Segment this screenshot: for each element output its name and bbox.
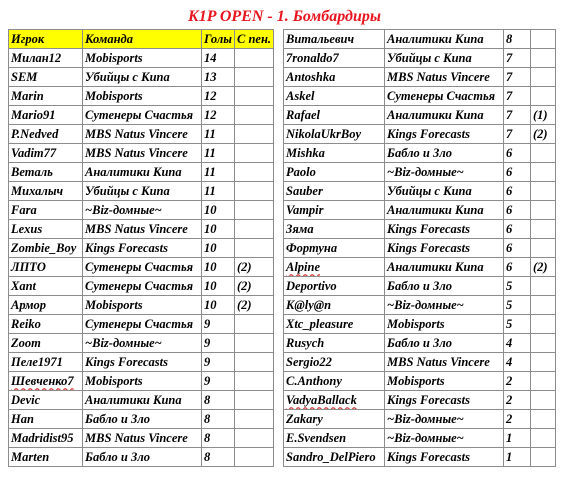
cell-penalties <box>235 372 274 391</box>
cell-team: Бабло и Зло <box>385 144 504 163</box>
cell-penalties <box>531 182 556 201</box>
cell-penalties <box>531 391 556 410</box>
cell-team: Kings Forecasts <box>83 239 202 258</box>
table-row <box>284 334 556 353</box>
cell-penalties <box>531 220 556 239</box>
cell-goals: 13 <box>202 68 235 87</box>
cell-penalties <box>531 68 556 87</box>
cell-goals: 7 <box>504 87 531 106</box>
table-row <box>9 125 274 144</box>
cell-goals: 8 <box>202 391 235 410</box>
cell-penalties <box>235 391 274 410</box>
cell-goals: 11 <box>202 163 235 182</box>
cell-team: Аналитики Кипа <box>385 258 504 277</box>
cell-team: Бабло и Зло <box>385 334 504 353</box>
cell-penalties <box>531 315 556 334</box>
cell-team: Убийцы с Кипа <box>385 49 504 68</box>
cell-player: Zakary <box>284 410 385 429</box>
cell-penalties <box>531 87 556 106</box>
cell-team: ~Biz-домные~ <box>385 296 504 315</box>
table-row <box>284 410 556 429</box>
table-row <box>9 163 274 182</box>
cell-player: 7ronaldo7 <box>284 49 385 68</box>
cell-player: SEM <box>9 68 83 87</box>
cell-penalties <box>531 353 556 372</box>
cell-penalties: (2) <box>531 125 556 144</box>
cell-team: Kings Forecasts <box>385 239 504 258</box>
table-row <box>284 182 556 201</box>
table-row <box>9 201 274 220</box>
cell-player: Фортуна <box>284 239 385 258</box>
scorers-table-left <box>8 29 274 467</box>
cell-goals: 5 <box>504 277 531 296</box>
cell-penalties <box>235 410 274 429</box>
table-row <box>9 448 274 467</box>
cell-team: Сутенеры Счастья <box>83 106 202 125</box>
table-row <box>284 277 556 296</box>
table-row <box>9 391 274 410</box>
cell-goals: 10 <box>202 296 235 315</box>
cell-player: Витальевич <box>284 30 385 49</box>
cell-goals: 6 <box>504 220 531 239</box>
cell-player: Lexus <box>9 220 83 239</box>
cell-player: Пеле1971 <box>9 353 83 372</box>
cell-player: Zombie_Boy <box>9 239 83 258</box>
cell-penalties <box>235 68 274 87</box>
header-goals: Голы <box>202 30 235 49</box>
table-row <box>9 182 274 201</box>
table-row <box>9 296 274 315</box>
table-row <box>284 201 556 220</box>
cell-penalties <box>235 334 274 353</box>
cell-team: Mobisports <box>83 296 202 315</box>
cell-team: MBS Natus Vincere <box>385 353 504 372</box>
cell-player: E.Svendsen <box>284 429 385 448</box>
table-row <box>284 163 556 182</box>
cell-goals: 10 <box>202 201 235 220</box>
cell-team: Аналитики Кипа <box>83 163 202 182</box>
table-row <box>284 144 556 163</box>
cell-goals: 12 <box>202 106 235 125</box>
cell-player: Sauber <box>284 182 385 201</box>
table-row <box>284 372 556 391</box>
cell-goals: 6 <box>504 258 531 277</box>
cell-goals: 10 <box>202 220 235 239</box>
table-row <box>9 372 274 391</box>
cell-player: Devic <box>9 391 83 410</box>
cell-penalties <box>531 30 556 49</box>
cell-team: Аналитики Кипа <box>385 106 504 125</box>
table-row <box>284 220 556 239</box>
table-row <box>9 315 274 334</box>
cell-penalties <box>235 163 274 182</box>
table-row <box>284 353 556 372</box>
cell-goals: 11 <box>202 125 235 144</box>
cell-penalties <box>235 239 274 258</box>
cell-team: Бабло и Зло <box>83 448 202 467</box>
cell-player: Михалыч <box>9 182 83 201</box>
cell-team: Сутенеры Счастья <box>83 315 202 334</box>
table-row <box>9 258 274 277</box>
cell-goals: 7 <box>504 125 531 144</box>
cell-team: Kings Forecasts <box>385 448 504 467</box>
cell-goals: 11 <box>202 182 235 201</box>
table-row <box>9 334 274 353</box>
cell-penalties <box>235 429 274 448</box>
cell-penalties <box>531 296 556 315</box>
cell-team: Kings Forecasts <box>385 391 504 410</box>
cell-team: MBS Natus Vincere <box>83 144 202 163</box>
table-row <box>284 429 556 448</box>
cell-goals: 12 <box>202 87 235 106</box>
cell-goals: 5 <box>504 315 531 334</box>
table-row <box>9 106 274 125</box>
table-row <box>284 315 556 334</box>
table-row <box>9 49 274 68</box>
cell-team: Аналитики Кипа <box>83 391 202 410</box>
cell-penalties <box>531 277 556 296</box>
cell-team: Kings Forecasts <box>385 125 504 144</box>
cell-goals: 10 <box>202 277 235 296</box>
cell-goals: 4 <box>504 334 531 353</box>
cell-team: Mobisports <box>83 372 202 391</box>
cell-team: Аналитики Кипа <box>385 30 504 49</box>
cell-penalties <box>235 448 274 467</box>
scorers-table-right <box>283 29 556 467</box>
cell-team: Mobisports <box>83 49 202 68</box>
cell-penalties <box>531 49 556 68</box>
cell-player: P.Nedved <box>9 125 83 144</box>
cell-penalties <box>531 429 556 448</box>
table-row <box>9 410 274 429</box>
cell-player: Шевченко7 <box>9 372 83 391</box>
cell-goals: 6 <box>504 201 531 220</box>
cell-team: Убийцы с Кипа <box>385 182 504 201</box>
cell-player: Rafael <box>284 106 385 125</box>
cell-goals: 6 <box>504 144 531 163</box>
cell-penalties <box>235 125 274 144</box>
table-row <box>284 258 556 277</box>
cell-player: Marin <box>9 87 83 106</box>
cell-penalties <box>235 87 274 106</box>
cell-team: Бабло и Зло <box>83 410 202 429</box>
cell-penalties <box>235 201 274 220</box>
table-row <box>284 87 556 106</box>
cell-team: ~Biz-домные~ <box>83 334 202 353</box>
cell-team: MBS Natus Vincere <box>385 68 504 87</box>
cell-goals: 9 <box>202 334 235 353</box>
cell-player: VadyaBallack <box>284 391 385 410</box>
table-row <box>284 391 556 410</box>
cell-player: Армор <box>9 296 83 315</box>
cell-penalties: (2) <box>235 258 274 277</box>
table-row <box>284 49 556 68</box>
cell-penalties <box>531 334 556 353</box>
cell-player: NikolaUkrBoy <box>284 125 385 144</box>
cell-goals: 10 <box>202 258 235 277</box>
table-header-row <box>9 30 274 49</box>
cell-team: Сутенеры Счастья <box>83 277 202 296</box>
cell-penalties <box>235 220 274 239</box>
cell-team: Убийцы с Кипа <box>83 68 202 87</box>
cell-goals: 2 <box>504 372 531 391</box>
table-row <box>9 429 274 448</box>
cell-team: ~Biz-домные~ <box>385 163 504 182</box>
cell-team: Бабло и Зло <box>385 277 504 296</box>
cell-goals: 6 <box>504 239 531 258</box>
cell-player: Xtc_pleasure <box>284 315 385 334</box>
cell-player: Mishka <box>284 144 385 163</box>
cell-player: Веталь <box>9 163 83 182</box>
cell-player: Reiko <box>9 315 83 334</box>
cell-penalties <box>235 49 274 68</box>
cell-goals: 8 <box>202 410 235 429</box>
cell-player: Madridist95 <box>9 429 83 448</box>
cell-player: Rusych <box>284 334 385 353</box>
cell-goals: 2 <box>504 410 531 429</box>
table-row <box>9 277 274 296</box>
cell-team: Убийцы с Кипа <box>83 182 202 201</box>
cell-team: Mobisports <box>83 87 202 106</box>
cell-goals: 11 <box>202 144 235 163</box>
cell-goals: 7 <box>504 49 531 68</box>
cell-penalties <box>531 201 556 220</box>
cell-goals: 7 <box>504 106 531 125</box>
cell-player: Askel <box>284 87 385 106</box>
cell-player: Deportivo <box>284 277 385 296</box>
cell-goals: 1 <box>504 429 531 448</box>
cell-penalties <box>235 315 274 334</box>
table-row <box>284 68 556 87</box>
cell-goals: 1 <box>504 448 531 467</box>
cell-goals: 14 <box>202 49 235 68</box>
cell-player: Mario91 <box>9 106 83 125</box>
cell-penalties <box>235 182 274 201</box>
cell-player: Зяма <box>284 220 385 239</box>
cell-goals: 6 <box>504 163 531 182</box>
cell-player: ЛПТО <box>9 258 83 277</box>
cell-penalties: (1) <box>531 106 556 125</box>
cell-goals: 8 <box>202 448 235 467</box>
cell-goals: 7 <box>504 68 531 87</box>
cell-penalties: (2) <box>235 277 274 296</box>
cell-goals: 8 <box>504 30 531 49</box>
cell-team: Сутенеры Счастья <box>385 87 504 106</box>
cell-player: Sandro_DelPiero <box>284 448 385 467</box>
cell-team: Сутенеры Счастья <box>83 258 202 277</box>
cell-goals: 9 <box>202 353 235 372</box>
cell-player: Vadim77 <box>9 144 83 163</box>
table-row <box>9 87 274 106</box>
cell-goals: 2 <box>504 391 531 410</box>
cell-player: Sergio22 <box>284 353 385 372</box>
cell-goals: 9 <box>202 315 235 334</box>
cell-player: Marten <box>9 448 83 467</box>
cell-penalties <box>531 144 556 163</box>
cell-team: ~Biz-домные~ <box>385 429 504 448</box>
cell-team: MBS Natus Vincere <box>83 429 202 448</box>
table-row <box>284 125 556 144</box>
cell-penalties <box>235 353 274 372</box>
cell-team: ~Biz-домные~ <box>83 201 202 220</box>
cell-player: Antoshka <box>284 68 385 87</box>
cell-player: Paolo <box>284 163 385 182</box>
cell-team: ~Biz-домные~ <box>385 410 504 429</box>
table-row <box>9 239 274 258</box>
cell-team: Kings Forecasts <box>83 353 202 372</box>
cell-team: MBS Natus Vincere <box>83 125 202 144</box>
cell-team: Аналитики Кипа <box>385 201 504 220</box>
cell-team: Mobisports <box>385 372 504 391</box>
cell-penalties <box>531 372 556 391</box>
table-row <box>284 239 556 258</box>
cell-goals: 10 <box>202 239 235 258</box>
cell-penalties: (2) <box>531 258 556 277</box>
page-title: K1P OPEN - 1. Бомбардиры <box>188 8 381 25</box>
cell-player: K@ly@n <box>284 296 385 315</box>
table-row <box>284 448 556 467</box>
cell-player: C.Anthony <box>284 372 385 391</box>
cell-team: Mobisports <box>385 315 504 334</box>
header-penalties: С пен. <box>235 30 274 49</box>
cell-penalties <box>531 410 556 429</box>
cell-penalties <box>235 106 274 125</box>
cell-player: Vampir <box>284 201 385 220</box>
cell-penalties <box>235 144 274 163</box>
table-row <box>9 353 274 372</box>
cell-player: Zoom <box>9 334 83 353</box>
cell-player: Han <box>9 410 83 429</box>
table-row <box>9 68 274 87</box>
cell-goals: 8 <box>202 429 235 448</box>
table-row <box>284 106 556 125</box>
cell-player: Fara <box>9 201 83 220</box>
table-row <box>284 296 556 315</box>
cell-penalties <box>531 448 556 467</box>
cell-penalties <box>531 239 556 258</box>
cell-penalties <box>531 163 556 182</box>
cell-penalties: (2) <box>235 296 274 315</box>
cell-player: Xant <box>9 277 83 296</box>
cell-goals: 9 <box>202 372 235 391</box>
header-team: Команда <box>83 30 202 49</box>
cell-team: Kings Forecasts <box>385 220 504 239</box>
header-player: Игрок <box>9 30 83 49</box>
cell-player: Alpine <box>284 258 385 277</box>
cell-goals: 6 <box>504 182 531 201</box>
cell-team: MBS Natus Vincere <box>83 220 202 239</box>
cell-goals: 5 <box>504 296 531 315</box>
cell-player: Милан12 <box>9 49 83 68</box>
table-row <box>284 30 556 49</box>
table-row <box>9 220 274 239</box>
table-row <box>9 144 274 163</box>
cell-goals: 4 <box>504 353 531 372</box>
